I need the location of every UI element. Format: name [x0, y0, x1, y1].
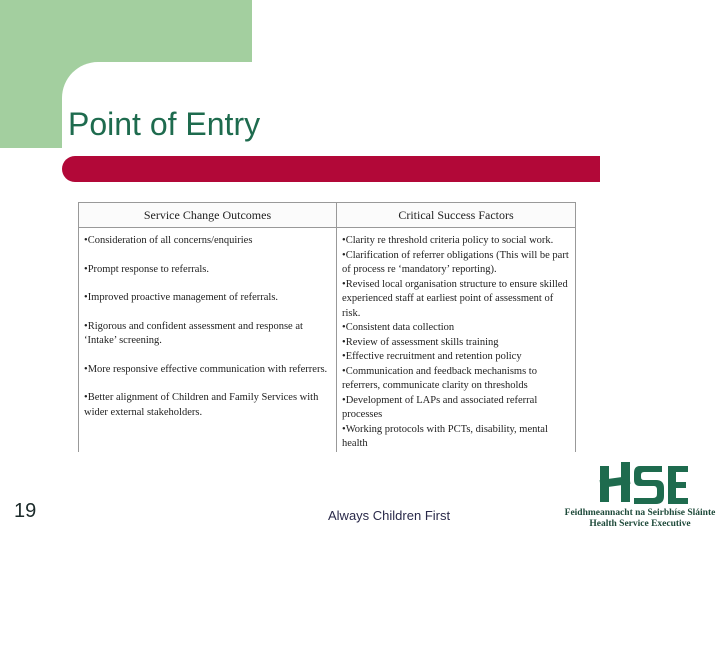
list-item: • Consistent data collection	[342, 321, 571, 336]
outcomes-cell	[79, 228, 337, 452]
list-item: • Clarification of referrer obligations (This will be part of process re ‘mandatory’ reporting).	[342, 249, 571, 278]
slide-number: 19	[14, 500, 37, 522]
footer-tagline: Always Children First	[328, 508, 451, 523]
factors-cell	[337, 228, 576, 452]
list-item: • Prompt response to referrals.	[84, 263, 332, 278]
hse-logo-icon	[594, 456, 690, 506]
column-header-factors: Critical Success Factors	[337, 203, 576, 228]
list-item: • Improved proactive management of referrals.	[84, 291, 332, 306]
table-header-row	[79, 203, 576, 228]
list-item: • Communication and feedback mechanisms to referrers, communicate clarity on thresholds	[342, 365, 571, 394]
column-header-outcomes: Service Change Outcomes	[79, 203, 337, 228]
outcomes-table	[78, 202, 576, 452]
list-item: • Review of assessment skills training	[342, 336, 571, 351]
list-item: • Development of LAPs and associated referral processes	[342, 394, 571, 423]
page-title: Point of Entry	[68, 106, 261, 142]
list-item: • Consideration of all concerns/enquiries	[84, 234, 332, 249]
list-item: • More responsive effective communication with referrers.	[84, 363, 332, 378]
table-row	[79, 228, 576, 452]
list-item: • Clarity re threshold criteria policy to social work.	[342, 234, 571, 249]
logo-text-english: Health Service Executive	[589, 519, 691, 529]
list-item: • Better alignment of Children and Family Services with wider external stakeholders.	[84, 391, 332, 420]
logo-text-irish: Feidhmeannacht na Seirbhíse Sláinte	[564, 508, 716, 518]
list-item: • Working protocols with PCTs, disability, mental health	[342, 423, 571, 452]
list-item: • Effective recruitment and retention policy	[342, 350, 571, 365]
list-item: • Revised local organisation structure to ensure skilled experienced staff at earliest point of assessment of risk.	[342, 278, 571, 322]
title-accent-bar	[62, 156, 600, 182]
list-item: • Rigorous and confident assessment and response at ‘Intake’ screening.	[84, 320, 332, 349]
